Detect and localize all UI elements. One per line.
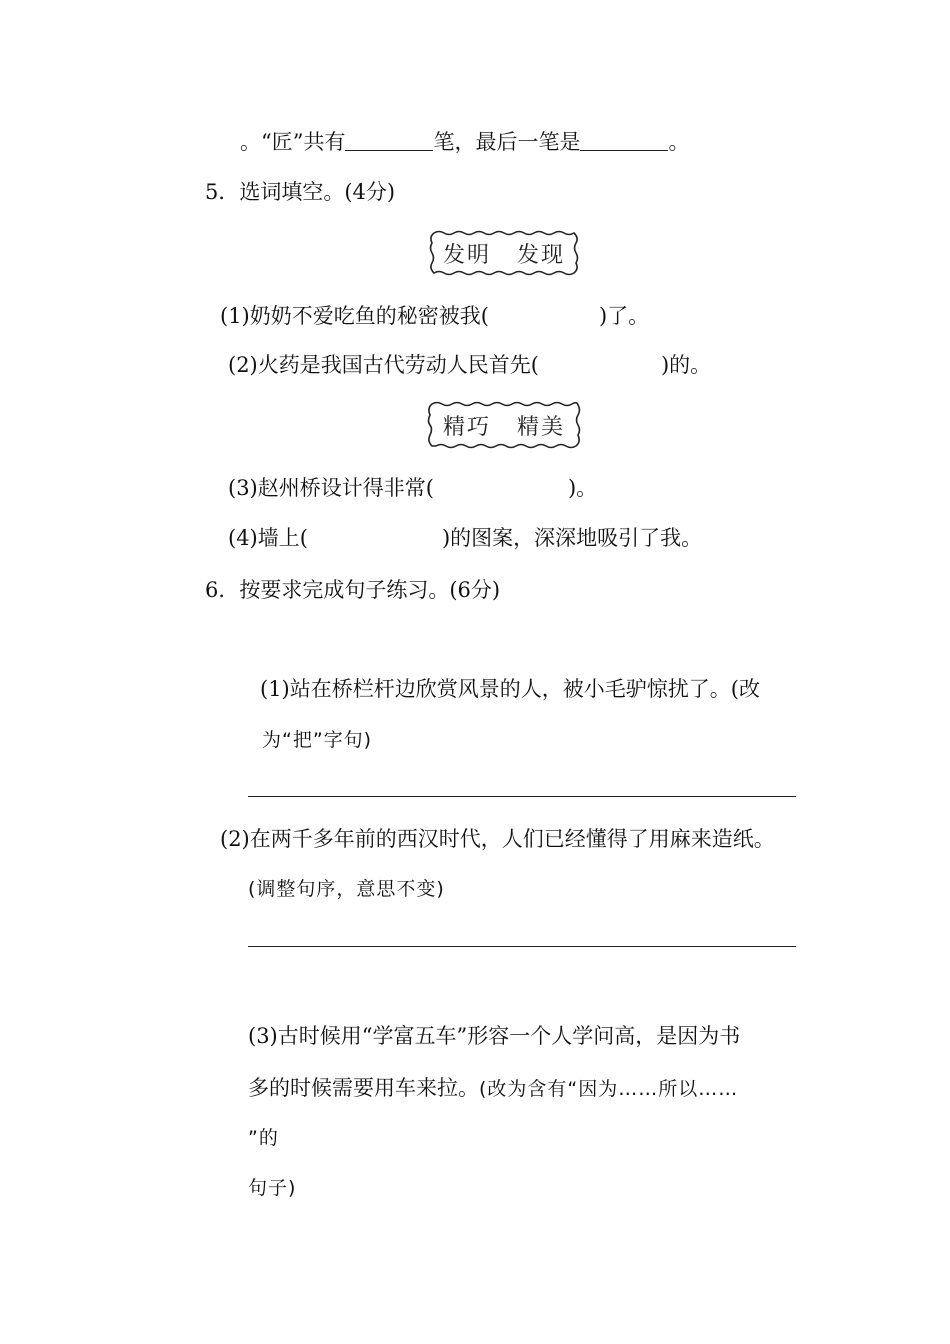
q5-item-3-after: )。: [567, 476, 598, 500]
word-choice-box-1: [426, 229, 582, 277]
word-option-jing-qiao: 精巧: [442, 414, 491, 440]
word-choice-box-2: [424, 400, 584, 450]
q6-s1-text: (1)站在桥栏杆边欣赏风景的人，被小毛驴惊扰了。(改: [260, 677, 760, 701]
q5-item-2: [228, 351, 711, 379]
q6-title: 6．按要求完成句子练习。(6分): [205, 578, 501, 602]
stroke-question-middle: 笔，最后一笔是: [433, 130, 581, 154]
stroke-question-suffix: 。: [668, 130, 690, 154]
q6-s3-line1: (3)古时候用“学富五车”形容一个人学问高，是因为书: [248, 1024, 741, 1048]
q5-item-2-before: (2)火药是我国古代劳动人民首先(: [228, 353, 539, 377]
q6-s2-answer-line[interactable]: [248, 946, 796, 947]
q6-s3-line2-text: 多的时候需要用车来拉。: [248, 1076, 479, 1100]
q6-s3-line4: 句子): [248, 1177, 297, 1199]
q6-s2-text: (2)在两千多年前的西汉时代，人们已经懂得了用麻来造纸。: [220, 827, 775, 851]
word-option-fa-xian: 发现: [517, 242, 566, 268]
q5-item-1: [220, 302, 649, 330]
q5-item-1-before: (1)奶奶不爱吃鱼的秘密被我(: [220, 304, 489, 328]
q6-s1-answer-line[interactable]: [248, 796, 796, 797]
stroke-question-line: [240, 128, 689, 156]
q5-item-4-before: (4)墙上(: [228, 526, 308, 550]
q6-s3-line2: [248, 1074, 738, 1103]
q5-title: 5．选词填空。(4分): [205, 180, 396, 204]
q5-item-1-after: )了。: [598, 304, 650, 328]
last-stroke-blank[interactable]: [580, 130, 668, 151]
q5-item-4: [228, 524, 702, 552]
q6-s3-requirement: (改为含有“因为……所以……: [479, 1078, 739, 1100]
stroke-question-prefix: 。“匠”共有: [240, 130, 346, 154]
stroke-count-blank[interactable]: [345, 130, 433, 151]
q5-item-3: [228, 474, 597, 502]
q6-s2-requirement: (调整句序，意思不变): [248, 878, 445, 900]
q6-s1-requirement: 为“把”字句): [262, 729, 373, 751]
q5-item-4-after: )的图案，深深地吸引了我。: [441, 526, 703, 550]
q5-item-2-after: )的。: [660, 353, 712, 377]
word-option-jing-mei: 精美: [517, 414, 566, 440]
q5-item-3-before: (3)赵州桥设计得非常(: [228, 476, 434, 500]
q6-s3-line3: ”的: [248, 1127, 279, 1149]
word-option-fa-ming: 发明: [442, 242, 491, 268]
